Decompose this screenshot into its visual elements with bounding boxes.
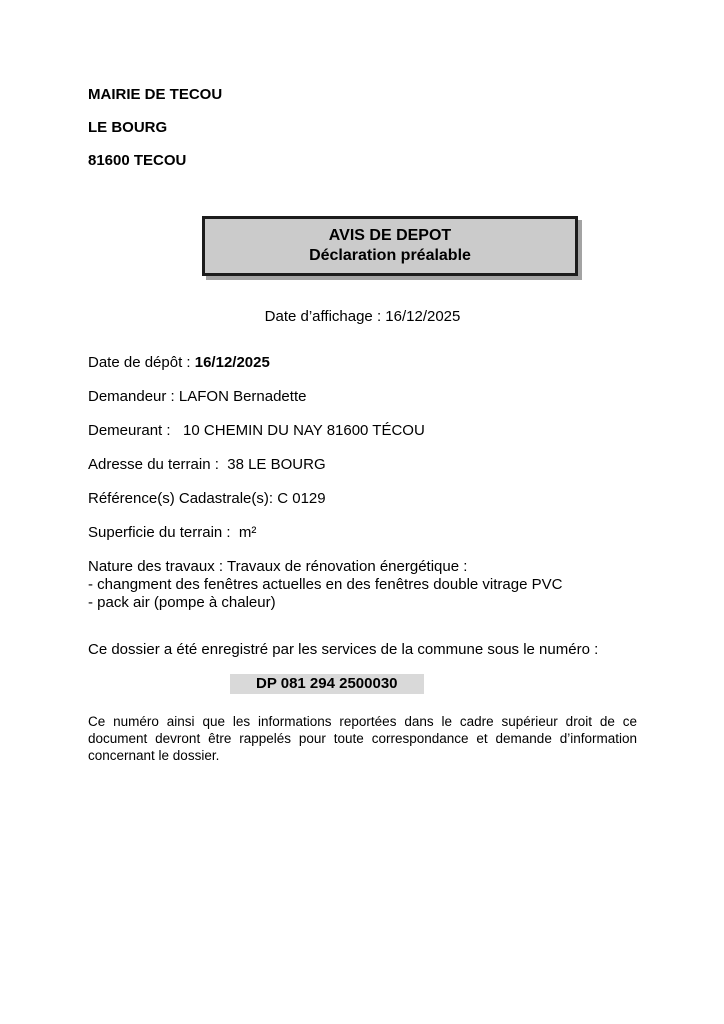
sender-street: LE BOURG [88, 119, 168, 136]
field-date-depot-label: Date de dépôt : [88, 354, 195, 371]
avis-title-box [202, 216, 578, 276]
registration-line: Ce dossier a été enregistré par les services de la commune sous le numéro : [88, 641, 599, 658]
nature-travaux-intro: Nature des travaux : Travaux de rénovation énergétique : [88, 558, 468, 575]
field-superficie-terrain-value: m² [238, 524, 257, 541]
avis-title-line2: Déclaration préalable [309, 247, 471, 264]
nature-travaux-block [88, 558, 637, 612]
field-reference-cadastrale-value: C 0129 [277, 490, 326, 507]
field-demandeur-label: Demandeur : [88, 388, 179, 405]
dossier-fields [88, 354, 637, 541]
nature-travaux-item-1: - changment des fenêtres actuelles en des fenêtres double vitrage PVC [88, 576, 563, 593]
field-adresse-terrain-value: 38 LE BOURG [227, 456, 326, 473]
field-adresse-terrain-label: Adresse du terrain : [88, 456, 228, 473]
field-demandeur-value: LAFON Bernadette [178, 388, 307, 405]
nature-travaux-item-2: - pack air (pompe à chaleur) [88, 594, 276, 611]
field-reference-cadastrale [88, 490, 637, 507]
display-date-line: Date d’affichage : 16/12/2025 [264, 308, 461, 325]
field-demeurant-value: 10 CHEMIN DU NAY 81600 TÉCOU [183, 422, 425, 439]
avis-title-line1: AVIS DE DEPOT [328, 227, 452, 244]
field-demandeur [88, 388, 637, 405]
sender-address-block [88, 86, 637, 169]
field-reference-cadastrale-label: Référence(s) Cadastrale(s): [88, 490, 278, 507]
field-superficie-terrain [88, 524, 637, 541]
footer-note: Ce numéro ainsi que les informations reportées dans le cadre supérieur droit de ce document devront être rappelés pour toute correspondance et demande d’information concernant le dossier. [88, 714, 637, 763]
sender-name: MAIRIE DE TECOU [88, 86, 223, 103]
dossier-number-badge: DP 081 294 2500030 [230, 674, 424, 694]
sender-city: 81600 TECOU [88, 152, 187, 169]
field-date-depot [88, 354, 637, 371]
field-demeurant [88, 422, 637, 439]
field-date-depot-value: 16/12/2025 [194, 354, 270, 371]
field-superficie-terrain-label: Superficie du terrain : [88, 524, 239, 541]
field-demeurant-label: Demeurant : [88, 422, 184, 439]
field-adresse-terrain [88, 456, 637, 473]
